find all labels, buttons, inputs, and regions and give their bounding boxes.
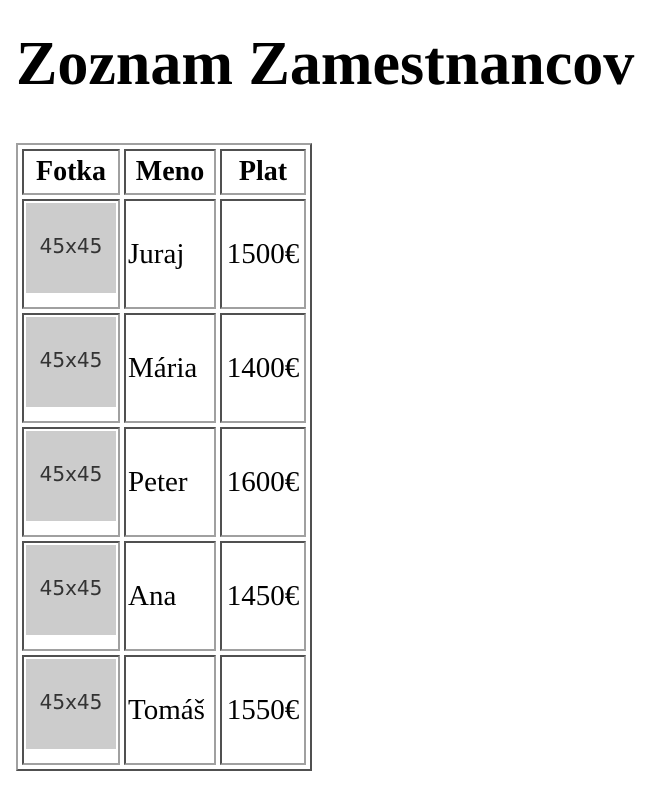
salary-cell: 1400€ <box>220 313 306 423</box>
table-row <box>22 313 306 423</box>
employee-table <box>16 143 312 771</box>
employee-photo: 45x45 <box>26 545 116 635</box>
employee-photo: 45x45 <box>26 317 116 407</box>
name-cell: Peter <box>124 427 216 537</box>
name-cell: Juraj <box>124 199 216 309</box>
table-row <box>22 427 306 537</box>
table-header-row <box>22 149 306 195</box>
header-name: Meno <box>124 149 216 195</box>
salary-cell: 1600€ <box>220 427 306 537</box>
photo-cell <box>22 541 120 651</box>
photo-cell <box>22 427 120 537</box>
name-cell: Ana <box>124 541 216 651</box>
salary-cell: 1450€ <box>220 541 306 651</box>
header-photo: Fotka <box>22 149 120 195</box>
table-row <box>22 541 306 651</box>
employee-photo: 45x45 <box>26 203 116 293</box>
photo-cell <box>22 313 120 423</box>
employee-photo: 45x45 <box>26 431 116 521</box>
photo-cell <box>22 655 120 765</box>
page-title: Zoznam Zamestnancov <box>16 30 635 98</box>
table-row <box>22 655 306 765</box>
name-cell: Mária <box>124 313 216 423</box>
salary-cell: 1500€ <box>220 199 306 309</box>
header-salary: Plat <box>220 149 306 195</box>
employee-photo: 45x45 <box>26 659 116 749</box>
salary-cell: 1550€ <box>220 655 306 765</box>
photo-cell <box>22 199 120 309</box>
table-row <box>22 199 306 309</box>
name-cell: Tomáš <box>124 655 216 765</box>
